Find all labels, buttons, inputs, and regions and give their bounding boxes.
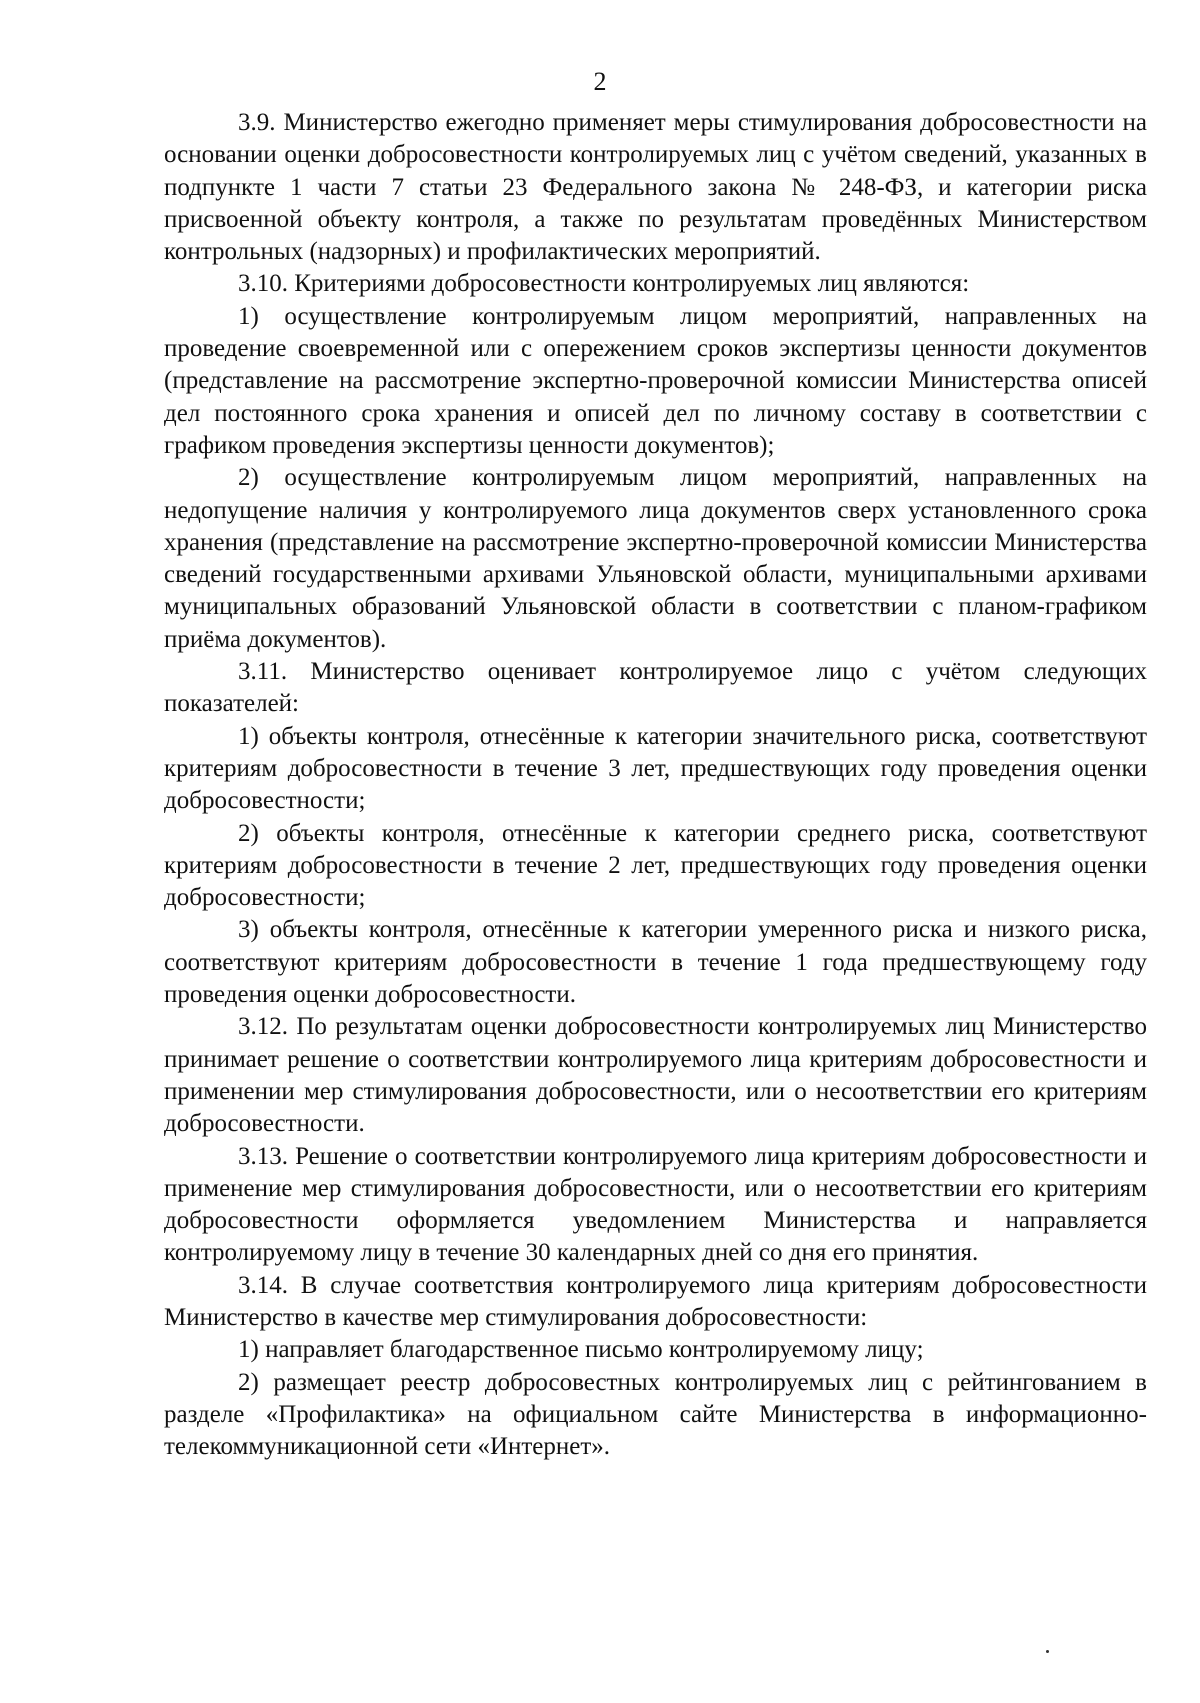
- paragraph-3-11-item-3: 3) объекты контроля, отнесённые к категории умеренного риска и низкого риска, соответствуют критериям добросовестности в течение 1 года предшествующему году проведения оценки добросовестности.: [164, 916, 1147, 1009]
- paragraph-3-10-item-2: 2) осуществление контролируемым лицом мероприятий, направленных на недопущение наличия у контролируемого лица документов сверх установленного срока хранения (представление на рассмотрение экспертно-проверочной комиссии Министерства сведений государственными архивами Ульяновской области, муниципальными архивами муниципальных образований Ульяновской области в соответствии с планом-графиком приёма документов).: [164, 464, 1147, 653]
- paragraph-3-13: 3.13. Решение о соответствии контролируемого лица критериям добросовестности и применение мер стимулирования добросовестности, или о несоответствии его критериям добросовестности оформляется уведомлением Министерства и направляется контролируемому лицу в течение 30 календарных дней со дня его принятия.: [164, 1142, 1147, 1267]
- paragraph-3-14-item-1: 1) направляет благодарственное письмо контролируемому лицу;: [238, 1336, 924, 1364]
- page-number: 2: [593, 67, 607, 96]
- scan-artifact-dot: [1046, 1650, 1049, 1653]
- paragraph-3-12: 3.12. По результатам оценки добросовестности контролируемых лиц Министерство принимает решение о соответствии контролируемого лица критериям добросовестности и применении мер стимулирования добросовестности, или о несоответствии его критериям добросовестности.: [164, 1013, 1147, 1138]
- paragraph-3-10: 3.10. Критериями добросовестности контролируемых лиц являются:: [238, 270, 970, 298]
- paragraph-3-11-item-1: 1) объекты контроля, отнесённые к категории значительного риска, соответствуют критериям добросовестности в течение 3 лет, предшествующих году проведения оценки добросовестности;: [164, 722, 1147, 815]
- paragraph-3-11: 3.11. Министерство оценивает контролируемое лицо с учётом следующих показателей:: [164, 658, 1147, 718]
- paragraph-3-14-item-2: 2) размещает реестр добросовестных контролируемых лиц с рейтингованием в разделе «Профилактика» на официальном сайте Министерства в информационно-телекоммуникационной сети «Интернет».: [164, 1368, 1147, 1461]
- paragraph-3-11-item-2: 2) объекты контроля, отнесённые к категории среднего риска, соответствуют критериям добросовестности в течение 2 лет, предшествующих году проведения оценки добросовестности;: [164, 819, 1147, 912]
- document-body: [164, 107, 1147, 1463]
- paragraph-3-14: 3.14. В случае соответствия контролируемого лица критериям добросовестности Министерство в качестве мер стимулирования добросовестности:: [164, 1271, 1147, 1331]
- paragraph-3-10-item-1: 1) осуществление контролируемым лицом мероприятий, направленных на проведение своевременной или с опережением сроков экспертизы ценности документов (представление на рассмотрение экспертно-проверочной комиссии Министерства описей дел постоянного срока хранения и описей дел по личному составу в соответствии с графиком проведения экспертизы ценности документов);: [164, 302, 1147, 459]
- paragraph-3-9: 3.9. Министерство ежегодно применяет меры стимулирования добросовестности на основании оценки добросовестности контролируемых лиц с учётом сведений, указанных в подпункте 1 части 7 статьи 23 Федерального закона № 248-ФЗ, и категории риска присвоенной объекту контроля, а также по результатам проведённых Министерством контрольных (надзорных) и профилактических мероприятий.: [164, 109, 1147, 266]
